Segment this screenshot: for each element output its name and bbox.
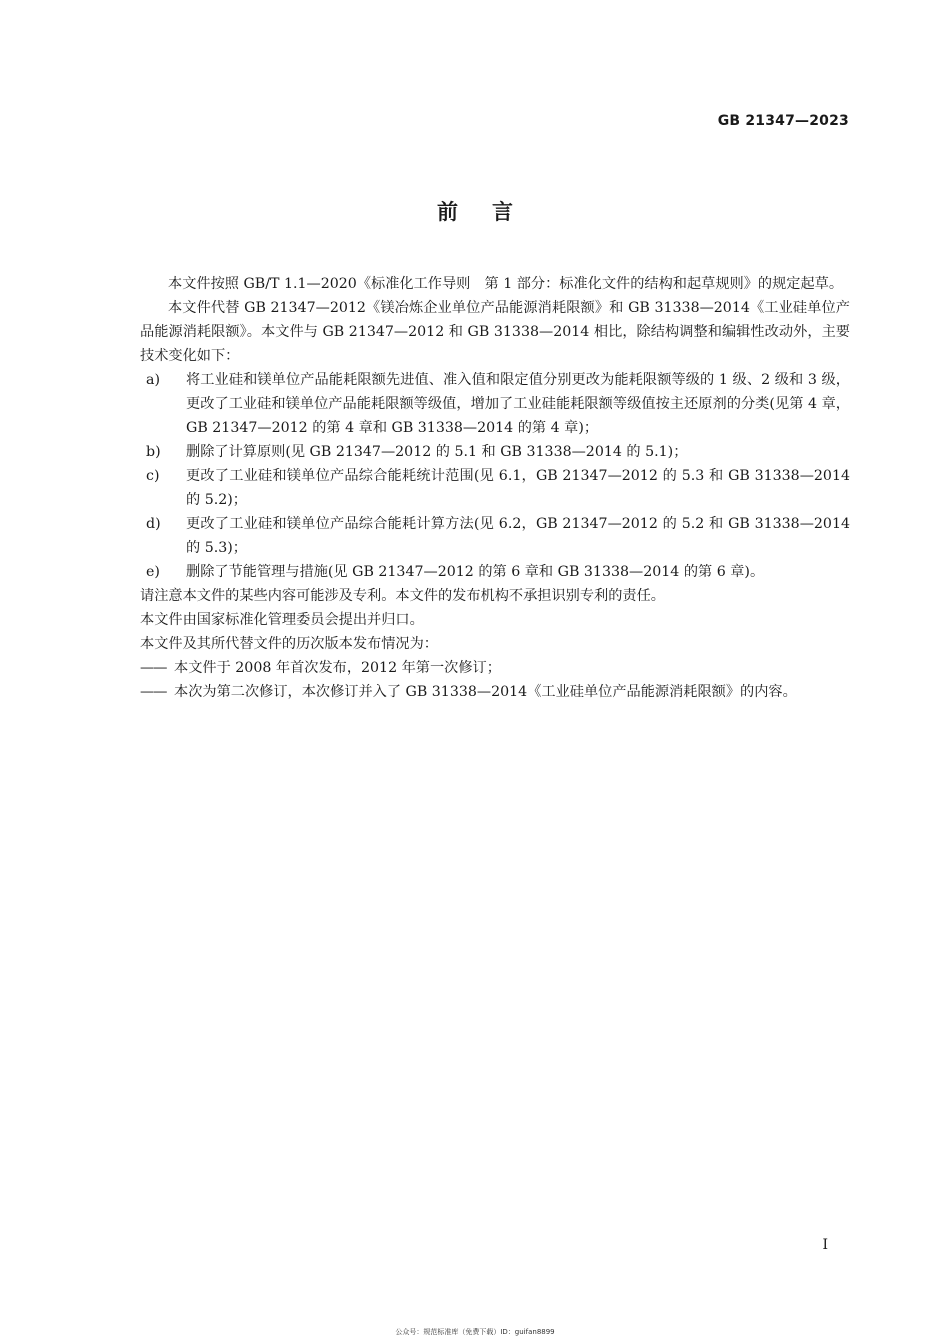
list-marker: a) (146, 372, 160, 388)
paragraph-patent-notice: 请注意本文件的某些内容可能涉及专利。本文件的发布机构不承担识别专利的责任。 (140, 588, 665, 604)
foreword-body (140, 272, 850, 704)
list-item-text: 本文件于 2008 年首次发布，2012 年第一次修订； (174, 660, 501, 676)
list-item-text: 将工业硅和镁单位产品能耗限额先进值、准入值和限定值分别更改为能耗限额等级的 1 级、2 级和 3 级，更改了工业硅和镁单位产品能耗限额等级值，增加了工业硅能耗限额等级值按主还原剂的分类(见第 4 章，GB 21347—2012 的第 4 章和 GB 31338—2014 的第 4 章)； (186, 372, 850, 436)
paragraph-replacement: 本文件代替 GB 21347—2012《镁冶炼企业单位产品能源消耗限额》和 GB 31338—2014《工业硅单位产品能源消耗限额》。本文件与 GB 21347—2012 和 GB 31338—2014 相比，除结构调整和编辑性改动外，主要技术变化如下： (140, 300, 850, 364)
footer-note: 公众号：规范标准库（免费下载）ID：guifan8899 (395, 1328, 555, 1336)
paragraph-proposer: 本文件由国家标准化管理委员会提出并归口。 (140, 612, 424, 628)
list-marker: c) (146, 468, 160, 484)
list-item-text: 更改了工业硅和镁单位产品综合能耗统计范围(见 6.1，GB 21347—2012 的 5.3 和 GB 31338—2014 的 5.2)； (186, 468, 850, 508)
list-item (146, 512, 850, 560)
paragraph-drafting-rules: 本文件按照 GB/T 1.1—2020《标准化工作导则 第 1 部分：标准化文件的结构和起草规则》的规定起草。 (168, 276, 844, 292)
document-code: GB 21347—2023 (717, 113, 849, 129)
list-item-text: 本次为第二次修订，本次修订并入了 GB 31338—2014《工业硅单位产品能源消耗限额》的内容。 (174, 684, 797, 700)
dash-marker: —— (140, 684, 167, 700)
section-title: 前言 (437, 200, 547, 224)
page-number: I (822, 1237, 828, 1253)
list-item (146, 440, 850, 464)
list-item-text: 更改了工业硅和镁单位产品综合能耗计算方法(见 6.2，GB 21347—2012 的 5.2 和 GB 31338—2014 的 5.3)； (186, 516, 850, 556)
list-item-text: 删除了计算原则(见 GB 21347—2012 的 5.1 和 GB 31338—2014 的 5.1)； (186, 444, 688, 460)
list-item-text: 删除了节能管理与措施(见 GB 21347—2012 的第 6 章和 GB 31338—2014 的第 6 章)。 (186, 564, 765, 580)
list-item (140, 656, 850, 680)
changes-list (140, 368, 850, 584)
list-marker: b) (146, 444, 161, 460)
history-list (140, 656, 850, 704)
list-item (146, 464, 850, 512)
list-marker: d) (146, 516, 161, 532)
list-marker: e) (146, 564, 160, 580)
paragraph-history-intro: 本文件及其所代替文件的历次版本发布情况为： (140, 636, 438, 652)
list-item (146, 368, 850, 440)
list-item (140, 680, 850, 704)
list-item (146, 560, 850, 584)
dash-marker: —— (140, 660, 167, 676)
